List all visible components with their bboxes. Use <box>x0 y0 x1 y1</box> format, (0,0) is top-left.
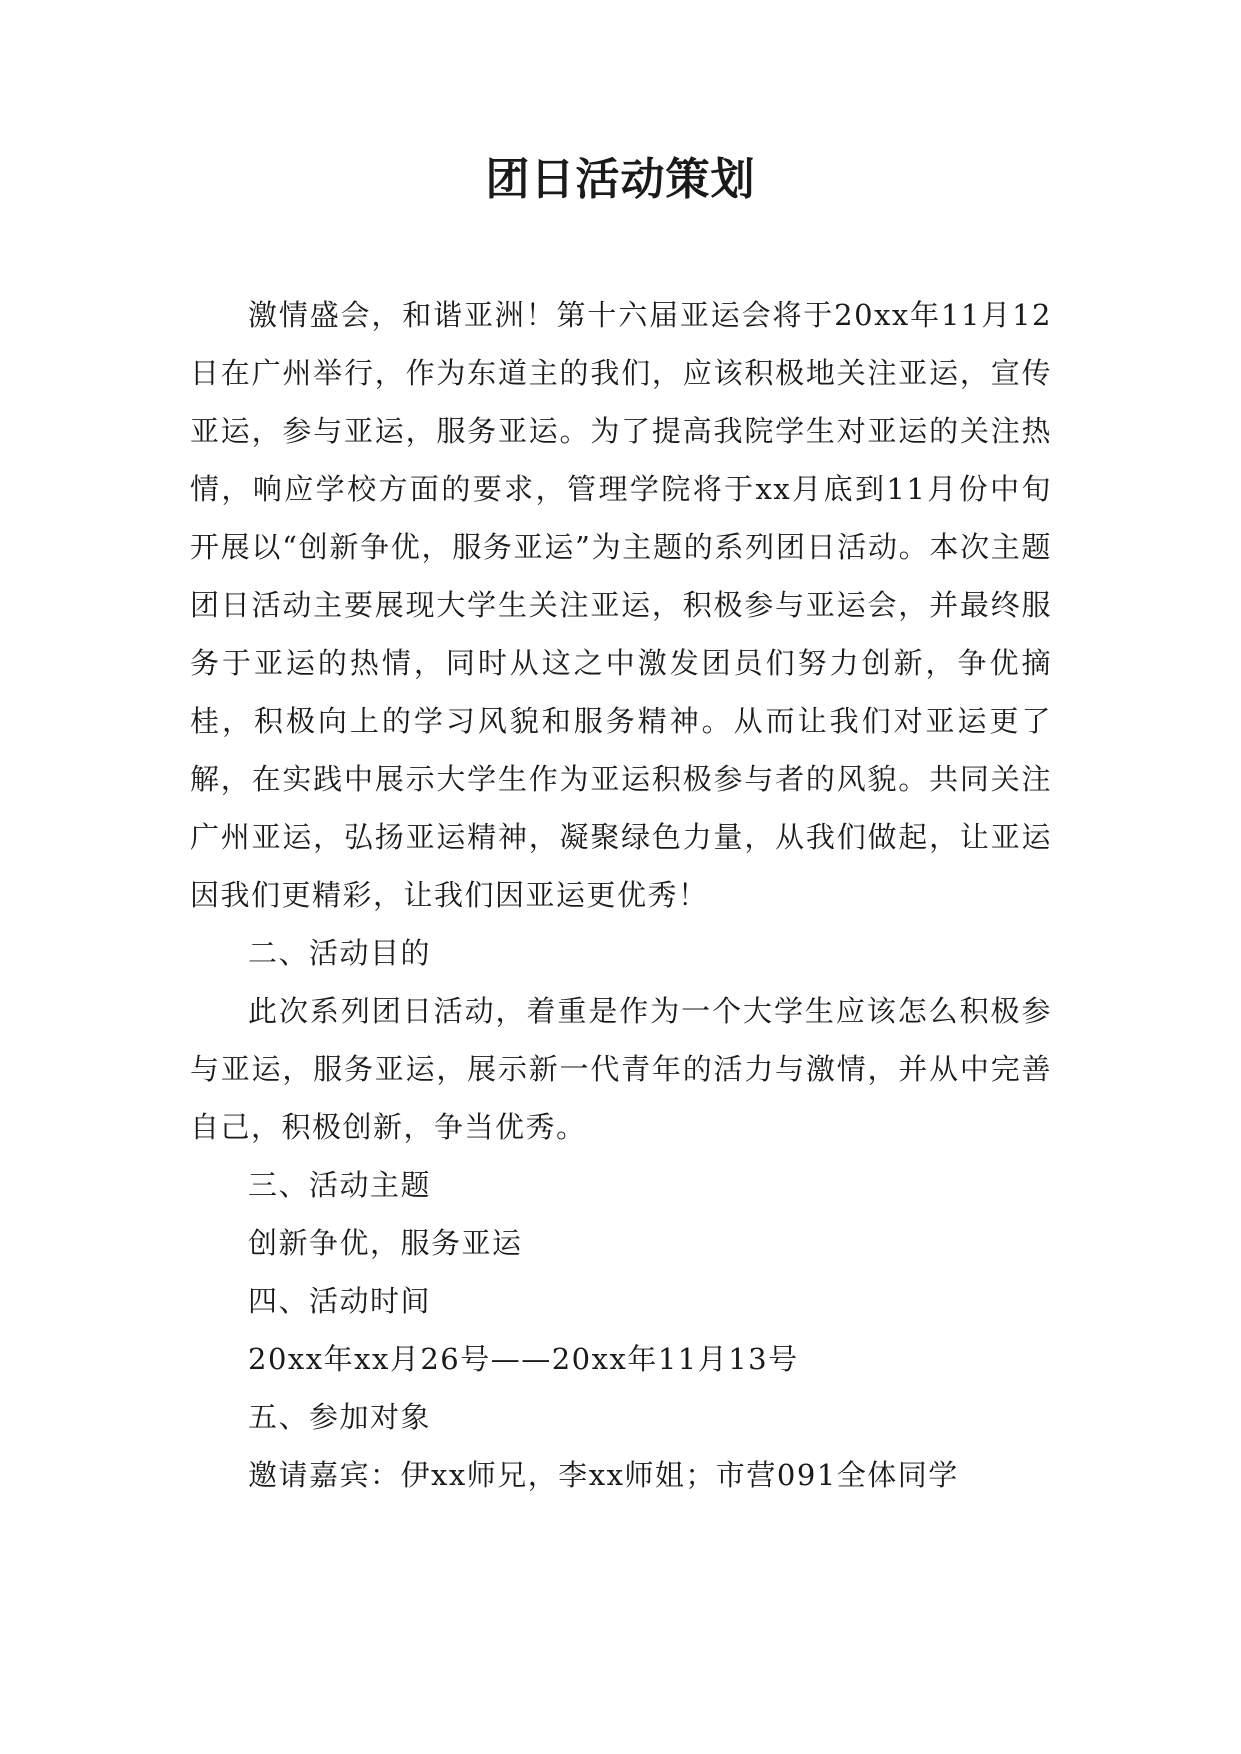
intro-paragraph: 激情盛会，和谐亚洲！第十六届亚运会将于20xx年11月12日在广州举行，作为东道主的我们，应该积极地关注亚运，宣传亚运，参与亚运，服务亚运。为了提高我院学生对亚运的关注热情，响应学校方面的要求，管理学院将于xx月底到11月份中旬开展以“创新争优，服务亚运”为主题的系列团日活动。本次主题团日活动主要展现大学生关注亚运，积极参与亚运会，并最终服务于亚运的热情，同时从这之中激发团员们努力创新，争优摘桂，积极向上的学习风貌和服务精神。从而让我们对亚运更了解，在实践中展示大学生作为亚运积极参与者的风貌。共同关注广州亚运，弘扬亚运精神，凝聚绿色力量，从我们做起，让亚运因我们更精彩，让我们因亚运更优秀！ <box>190 298 1052 912</box>
time-paragraph: 20xx年xx月26号——20xx年11月13号 <box>248 1342 799 1376</box>
document-title: 团日活动策划 <box>485 154 756 205</box>
purpose-paragraph: 此次系列团日活动，着重是作为一个大学生应该怎么积极参与亚运，服务亚运，展示新一代青年的活力与激情，并从中完善自己，积极创新，争当优秀。 <box>190 994 1052 1144</box>
section-heading-purpose: 二、活动目的 <box>248 936 432 970</box>
section-heading-theme: 三、活动主题 <box>248 1168 432 1202</box>
section-heading-time: 四、活动时间 <box>248 1284 432 1318</box>
theme-paragraph: 创新争优，服务亚运 <box>248 1226 523 1260</box>
participants-paragraph: 邀请嘉宾：伊xx师兄，李xx师姐；市营091全体同学 <box>248 1458 959 1492</box>
document-body <box>190 286 1052 1504</box>
section-heading-participants: 五、参加对象 <box>248 1400 432 1434</box>
